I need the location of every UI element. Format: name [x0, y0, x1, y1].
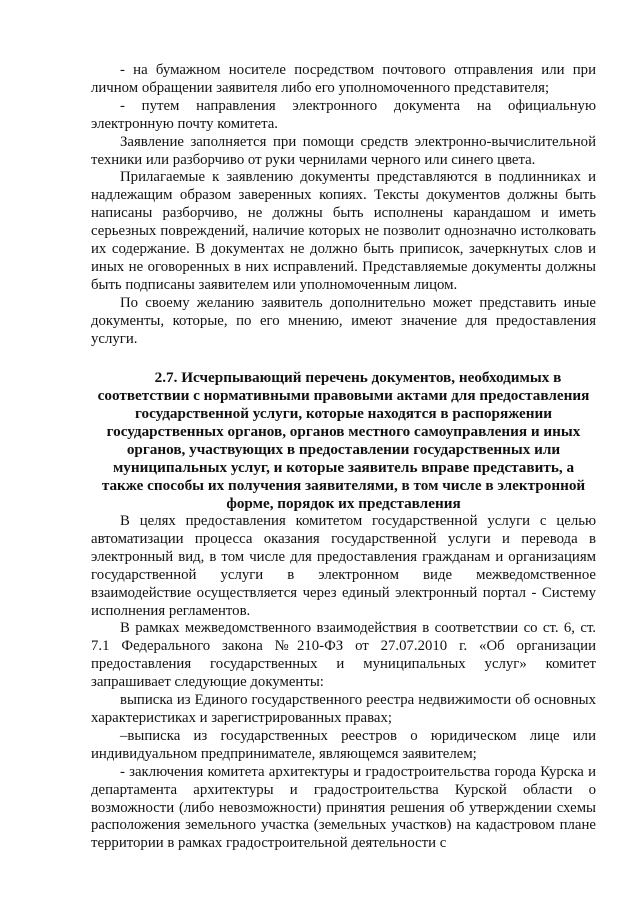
intro-text-block — [91, 62, 596, 349]
list-item-registry-extract: –выписка из государственных реестров о юридическом лице или индивидуальном предпринимателе, являющемся заявителем; — [91, 727, 596, 762]
list-item-architecture-conclusion: - заключения комитета архитектуры и градостроительства города Курска и департамента архитектуры и градостроительства Курской области о возможности (либо невозможности) принятия решения об утверждении схемы расположения земельного участка (земельных участков) на кадастровом плане территории в рамках градостроительной деятельности с — [91, 763, 596, 852]
paragraph-form-filling: Заявление заполняется при помощи средств электронно-вычислительной техники или разборчиво от руки чернилами черного или синего цвета. — [91, 133, 596, 168]
list-item-real-estate-extract: выписка из Единого государственного реестра недвижимости об основных характеристиках и зарегистрированных правах; — [91, 692, 596, 726]
paragraph-paper-submission: - на бумажном носителе посредством почтового отправления или при личном обращении заявителя либо его уполномоченного представителя; — [91, 62, 596, 96]
paragraph-automation-purpose: В целях предоставления комитетом государственной услуги с целью автоматизации процесса оказания государственной услуги и перевода в электронный вид, в том числе для предоставления гражданам и организациям государственной услуги в электронном виде межведомственное взаимодействие осуществляется через единый электронный портал - Систему исполнения регламентов. — [91, 513, 596, 619]
section-2-7 — [91, 369, 596, 853]
paragraph-additional-documents: По своему желанию заявитель дополнительно может представить иные документы, которые, по его мнению, имеют значение для предоставления услуги. — [91, 294, 596, 347]
paragraph-interagency-request: В рамках межведомственного взаимодействия в соответствии со ст. 6, ст. 7.1 Федерального закона №210-ФЗ от 27.07.2010 г. «Об организации предоставления государственных и муниципальных услуг» комитет запрашивает следующие документы: — [91, 620, 596, 691]
paragraph-document-requirements: Прилагаемые к заявлению документы представляются в подлинниках и надлежащим образом заверенных копиях. Тексты документов должны быть написаны разборчиво, не должны быть исполнены карандашом и иметь серьезных повреждений, наличие которых не позволит однозначно истолковать их содержание. В документах не должно быть приписок, зачеркнутых слов и иных не оговоренных в них исправлений. Представляемые документы должны быть подписаны заявителем или уполномоченным лицом. — [91, 169, 596, 293]
section-heading: 2.7. Исчерпывающий перечень документов, необходимых в соответствии с нормативными правовыми актами для предоставления государственной услуги, которые находятся в распоряжении государственных органов, органов местного самоуправления и иных органов, участвующих в предоставлении государственных или муниципальных услуг, и которые заявитель вправе представить, а также способы их получения заявителями, в том числе в электронной форме, порядок их представления — [97, 369, 590, 512]
paragraph-electronic-submission: - путем направления электронного документа на официальную электронную почту комитета. — [91, 97, 596, 132]
